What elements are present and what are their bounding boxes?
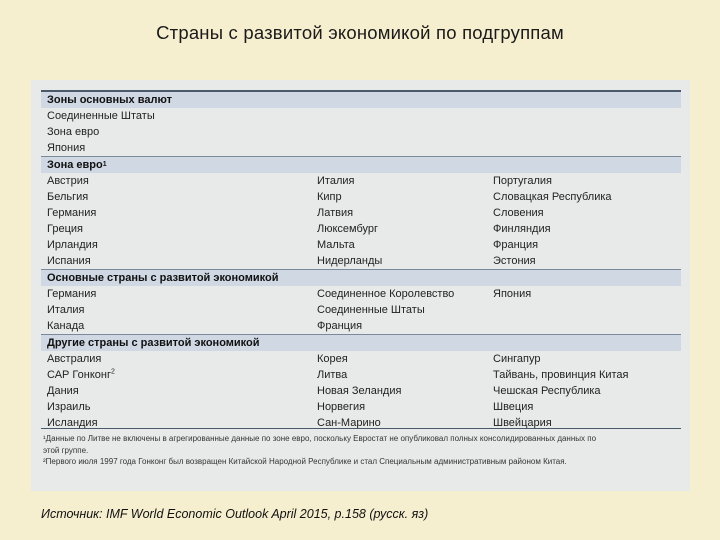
- table-cell: Франция: [493, 239, 539, 251]
- table-cell: Бельгия: [47, 191, 89, 203]
- footnote-line: ²Первого июля 1997 года Гонконг был возвращен Китайской Народной Республике и стал Специальным административным районом Китая.: [43, 457, 567, 466]
- table-cell: Германия: [47, 288, 97, 300]
- table-cell: Япония: [493, 288, 532, 300]
- table-cell: Норвегия: [317, 401, 366, 413]
- section-header: Зона евро 1: [41, 156, 681, 173]
- table-cell: Дания: [47, 385, 79, 397]
- table-cell: Сан-Марино: [317, 417, 381, 429]
- footnote-line: ¹Данные по Литве не включены в агрегированные данные по зоне евро, поскольку Евростат не опубликовал полных консолидированных данных по: [43, 434, 597, 443]
- table-cell: Италия: [317, 175, 355, 187]
- table-cell: Тайвань, провинция Китая: [493, 369, 629, 381]
- table-panel: [31, 80, 690, 491]
- table-cell: Израиль: [47, 401, 91, 413]
- table-cell: Испания: [47, 255, 91, 267]
- table-cell: Зона евро: [47, 126, 100, 138]
- table-cell: САР Гонконг$^2$: [47, 368, 115, 381]
- table-cell: Чешская Республика: [493, 385, 601, 397]
- table-row: [41, 108, 681, 124]
- table-cell: Португалия: [493, 175, 552, 187]
- table-cell: Финляндия: [493, 223, 551, 235]
- table-cell: Исландия: [47, 417, 98, 429]
- table-cell: Швеция: [493, 401, 534, 413]
- table-row: [41, 351, 681, 367]
- table-cell: Нидерланды: [317, 255, 383, 267]
- table-cell: Швейцария: [493, 417, 552, 429]
- table-cell: Канада: [47, 320, 85, 332]
- table-row: [41, 205, 681, 221]
- country-table: [41, 90, 681, 431]
- slide-title: Страны с развитой экономикой по подгруппам: [156, 22, 564, 43]
- table-row: [41, 237, 681, 253]
- table-cell: Корея: [317, 353, 348, 365]
- table-row: [41, 124, 681, 140]
- footnote-marker: 2: [111, 368, 115, 376]
- table-cell: Италия: [47, 304, 85, 316]
- table-cell: Австралия: [47, 353, 102, 365]
- table-cell: Греция: [47, 223, 83, 235]
- table-row: [41, 286, 681, 302]
- footnote-line: этой группе.: [43, 445, 89, 455]
- table-cell: Словения: [493, 207, 544, 219]
- table-cell: Кипр: [317, 191, 342, 203]
- table-row: [41, 318, 681, 334]
- table-cell: Новая Зеландия: [317, 385, 402, 397]
- section-header: Другие страны с развитой экономикой: [41, 334, 681, 351]
- table-row: [41, 173, 681, 189]
- table-cell: Мальта: [317, 239, 355, 251]
- table-cell: Литва: [317, 369, 348, 381]
- table-cell: Ирландия: [47, 239, 98, 251]
- table-cell: Эстония: [493, 255, 536, 267]
- table-cell: Соединенные Штаты: [317, 304, 425, 316]
- table-row: [41, 383, 681, 399]
- table-cell: Соединенное Королевство: [317, 288, 455, 300]
- table-row: [41, 189, 681, 205]
- table-row: [41, 140, 681, 156]
- footnotes: [41, 428, 681, 468]
- table-cell: Словацкая Республика: [493, 191, 612, 203]
- table-cell: Франция: [317, 320, 363, 332]
- table-cell: Япония: [47, 142, 86, 154]
- table-cell: Сингапур: [493, 353, 541, 365]
- table-row: [41, 367, 681, 383]
- source-caption: Источник: IMF World Economic Outlook April 2015, p.158 (русск. яз): [41, 507, 429, 521]
- section-header: Зоны основных валют: [41, 92, 681, 108]
- table-cell: Люксембург: [317, 223, 379, 235]
- section-header: Основные страны с развитой экономикой: [41, 269, 681, 286]
- table-cell: Германия: [47, 207, 97, 219]
- table-cell: Австрия: [47, 175, 89, 187]
- table-row: [41, 399, 681, 415]
- table-row: [41, 221, 681, 237]
- table-cell: Соединенные Штаты: [47, 110, 155, 122]
- table-row: [41, 302, 681, 318]
- table-row: [41, 253, 681, 269]
- table-cell: Латвия: [317, 207, 354, 219]
